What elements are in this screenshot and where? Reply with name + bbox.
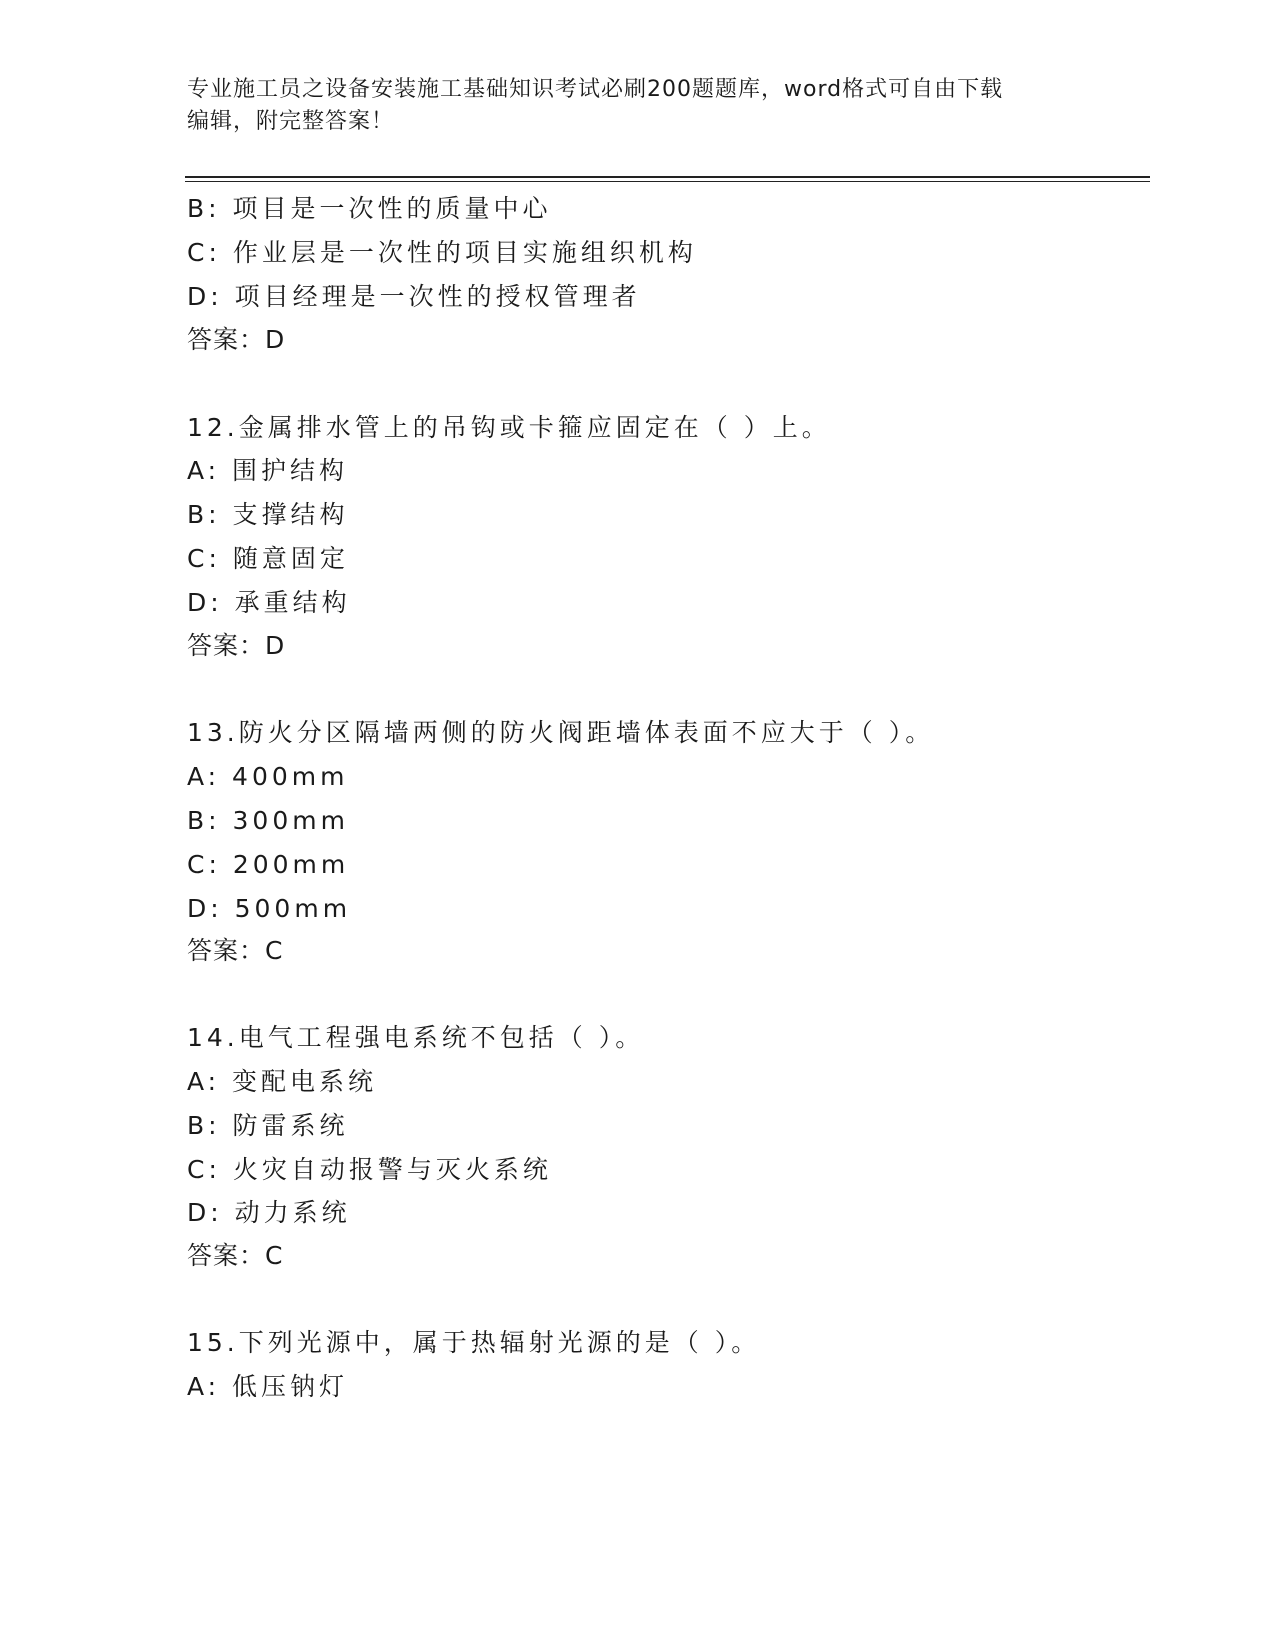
q12-option-b: B: 支撑结构: [187, 500, 349, 529]
q12-question: 12.金属排水管上的吊钩或卡箍应固定在（ ）上。: [187, 413, 831, 442]
q13-option-a: A: 400mm: [187, 762, 349, 791]
q11-answer: 答案：D: [187, 325, 286, 354]
header-title-line1: 专业施工员之设备安装施工基础知识考试必刷200题题库，word格式可自由下载: [187, 77, 1004, 102]
q14-answer: 答案：C: [187, 1241, 284, 1270]
q12-option-c: C: 随意固定: [187, 544, 349, 573]
q13-option-c: C: 200mm: [187, 850, 350, 879]
q13-option-b: B: 300mm: [187, 806, 349, 835]
q15-option-a: A: 低压钠灯: [187, 1372, 349, 1401]
q12-option-a: A: 围护结构: [187, 456, 349, 485]
q14-question: 14.电气工程强电系统不包括（ ）。: [187, 1023, 645, 1052]
q14-option-c: C: 火灾自动报警与灭火系统: [187, 1155, 552, 1184]
header-divider-thick: [185, 176, 1150, 178]
q11-option-c: C: 作业层是一次性的项目实施组织机构: [187, 238, 697, 267]
q11-option-b: B: 项目是一次性的质量中心: [187, 194, 552, 223]
header-title-line2: 编辑，附完整答案！: [187, 109, 395, 134]
document-header: [187, 74, 1087, 138]
q11-option-d: D: 项目经理是一次性的授权管理者: [187, 282, 641, 311]
q12-option-d: D: 承重结构: [187, 588, 351, 617]
q13-answer: 答案：C: [187, 936, 284, 965]
q15-question: 15.下列光源中，属于热辐射光源的是（ ）。: [187, 1328, 761, 1357]
q13-option-d: D: 500mm: [187, 894, 352, 923]
q13-question: 13.防火分区隔墙两侧的防火阀距墙体表面不应大于（ ）。: [187, 718, 935, 747]
header-divider-thin: [185, 181, 1150, 182]
q14-option-a: A: 变配电系统: [187, 1067, 378, 1096]
q14-option-b: B: 防雷系统: [187, 1111, 349, 1140]
q12-answer: 答案：D: [187, 631, 286, 660]
q14-option-d: D: 动力系统: [187, 1198, 351, 1227]
